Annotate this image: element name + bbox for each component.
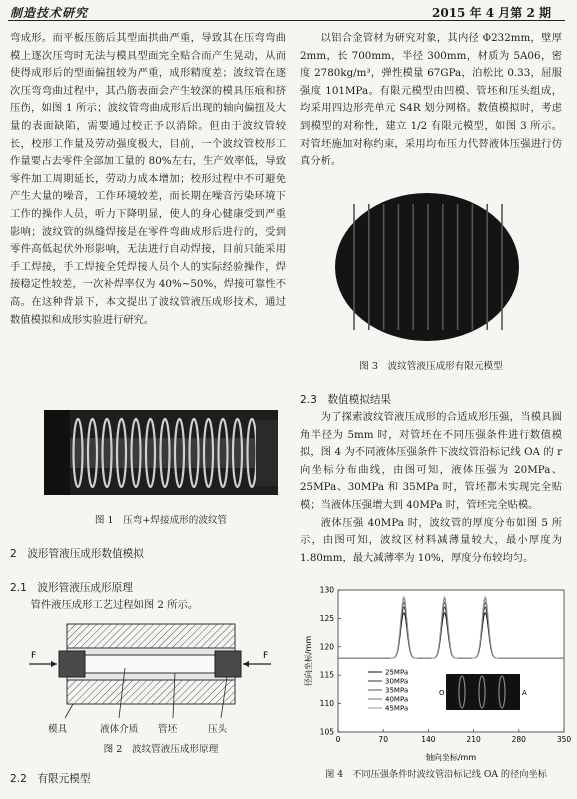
x-tick-label: 210 [466,735,481,744]
y-tick-label: 110 [319,699,334,709]
fig2-force-right: F [263,651,269,661]
left-paragraph-1: 弯成形。而平板压筋后其型面拱曲严重，导致其在压弯弯曲模上逐次压弯时无法与模具型面完全贴合而产生晃动，从而使得成形后的型面偏扭较为严重，成形精度差；波纹管在逐次压弯弯曲过程中，其凸筋表面会产生较深的模具压痕和挤压伤，如图 1 所示；波纹管弯曲成形后出现的轴向偏扭及大量的表面缺陷，需要通过校正予以消除。但由于波纹管较长，校形工作量及劳动强度极大，目前，一个波纹管校形工作量要占去零件全部加工量的 80%左右，生产效率低，导致零件加工周期延长，劳动力成本增加；校形过程中不可避免产生大量的噪音，工作环境较差，而长期在噪音污染环境下工作的操作人员，听力下降明显，使人的身心健康受到严重影响；波纹管的纵缝焊接是在零件弯曲成形后进行的，受到零件高低起伏外形影响，无法进行自动焊接，目前只能采用手工焊接，手工焊接全凭焊接人员个人的实际经验操作，焊接稳定性较差，一次补焊率仅为 40%~50%，焊接可靠性不高。在这种背景下，本文提出了波纹管液压成形技术，通过数值模拟和成形实验进行研究。 [10,32,286,326]
fig2-forming-principle-diagram [25,618,275,738]
legend-entry: 35MPa [385,686,409,695]
section-2-1-text [10,597,286,615]
legend-entry: 30MPa [385,677,409,686]
section-2-2-heading: 2.2 有限元模型 [10,773,91,785]
x-tick-label: 140 [421,735,436,744]
y-tick-label: 125 [319,613,334,623]
fig1-caption: 图 1 压弯+焊接成形的波纹管 [94,515,228,526]
chart-y-axis-label: 径向坐标/mm [304,635,313,687]
fig4-caption: 图 4 不同压强条件时波纹管沿标记线 OA 的径向坐标 [325,769,547,780]
y-tick-label: 115 [319,670,334,680]
legend-entry: 45MPa [385,704,409,713]
fig3-fe-model-image [332,190,522,344]
section-2-1-heading: 2.1 波形管液压成形原理 [10,582,133,594]
issue-date: 2015 年 4 月第 2 期 [432,6,551,20]
y-tick-label: 120 [319,642,334,652]
left-column-text [10,30,286,329]
legend-entry: 40MPa [385,695,409,704]
x-tick-label: 280 [511,735,526,744]
fig1-corrugated-tube-photo [44,410,278,495]
header-rule [8,20,565,21]
legend-entry: 25MPa [385,668,409,677]
y-tick-label: 105 [319,727,334,737]
fig2-caption: 图 2 波纹管液压成形原理 [103,744,219,755]
chart-plot-area [338,590,564,732]
fig2-label-tube: 管坯 [158,724,178,735]
right-column-text-mid [300,409,562,567]
right-paragraph-3: 液体压强 40MPa 时，波纹管的厚度分布如图 5 所示，由图可知，波纹区材料减薄量较大，最小厚度为 1.80mm，最大减薄率为 10%，厚度分布较均匀。 [300,516,562,564]
y-tick-label: 130 [319,586,334,595]
section-2-heading: 2 波形管液压成形数值模拟 [10,548,144,560]
chart-inset-label-a: A [522,689,527,697]
section-2-1-paragraph: 管件液压成形工艺过程如图 2 所示。 [30,599,199,611]
chart-x-axis-label: 轴向坐标/mm [425,753,477,762]
fig2-label-fluid: 液体介质 [100,724,139,735]
right-paragraph-2: 为了探索波纹管液压成形的合适成形压强，当模具圆角半径为 5mm 时，对管坯在不同压强条件进行数值模拟，图 4 为不同液体压强条件下波纹管沿标记线 OA 的 r 向坐标分布曲线，由图可知，液体压强为 20MPa、25MPa、30MPa 和 35MPa 时，管坯都未实现完全贴模；当液体压强增大到 40MPa 时，管坯完全贴模。 [300,411,562,511]
chart-inset-label-o: O [439,689,445,697]
right-paragraph-1: 以铝合金管材为研究对象，其内径 Φ232mm，壁厚 2mm，长 700mm，半径 300mm，材质为 5A06，密度 2780kg/m³，弹性模量 67GPa，泊松比 0.33，屈服强度 101MPa。有限元模型由凹模、管坯和压头组成，均采用四边形壳单元 S4R 划分网格。数值模拟时，考虑到模型的对称性，建立 1/2 有限元模型，如图 3 所示。对管坯施加对称约束，采用均布压力代替液体压强进行仿真分析。 [300,32,562,168]
section-2-3-heading: 2.3 数值模拟结果 [300,394,392,406]
fig2-label-punch: 压头 [208,724,228,735]
right-column-text-top [300,30,562,171]
chart-inset-model [446,674,520,710]
fig4-radial-coordinate-chart [302,586,574,764]
fig2-label-die: 模具 [48,724,68,735]
x-tick-label: 0 [335,735,341,744]
x-tick-label: 350 [556,735,572,744]
journal-name: 制造技术研究 [10,6,89,20]
fig2-force-left: F [31,651,37,661]
x-tick-label: 70 [378,735,388,744]
fig3-caption: 图 3 波纹管液压成形有限元模型 [359,361,503,372]
